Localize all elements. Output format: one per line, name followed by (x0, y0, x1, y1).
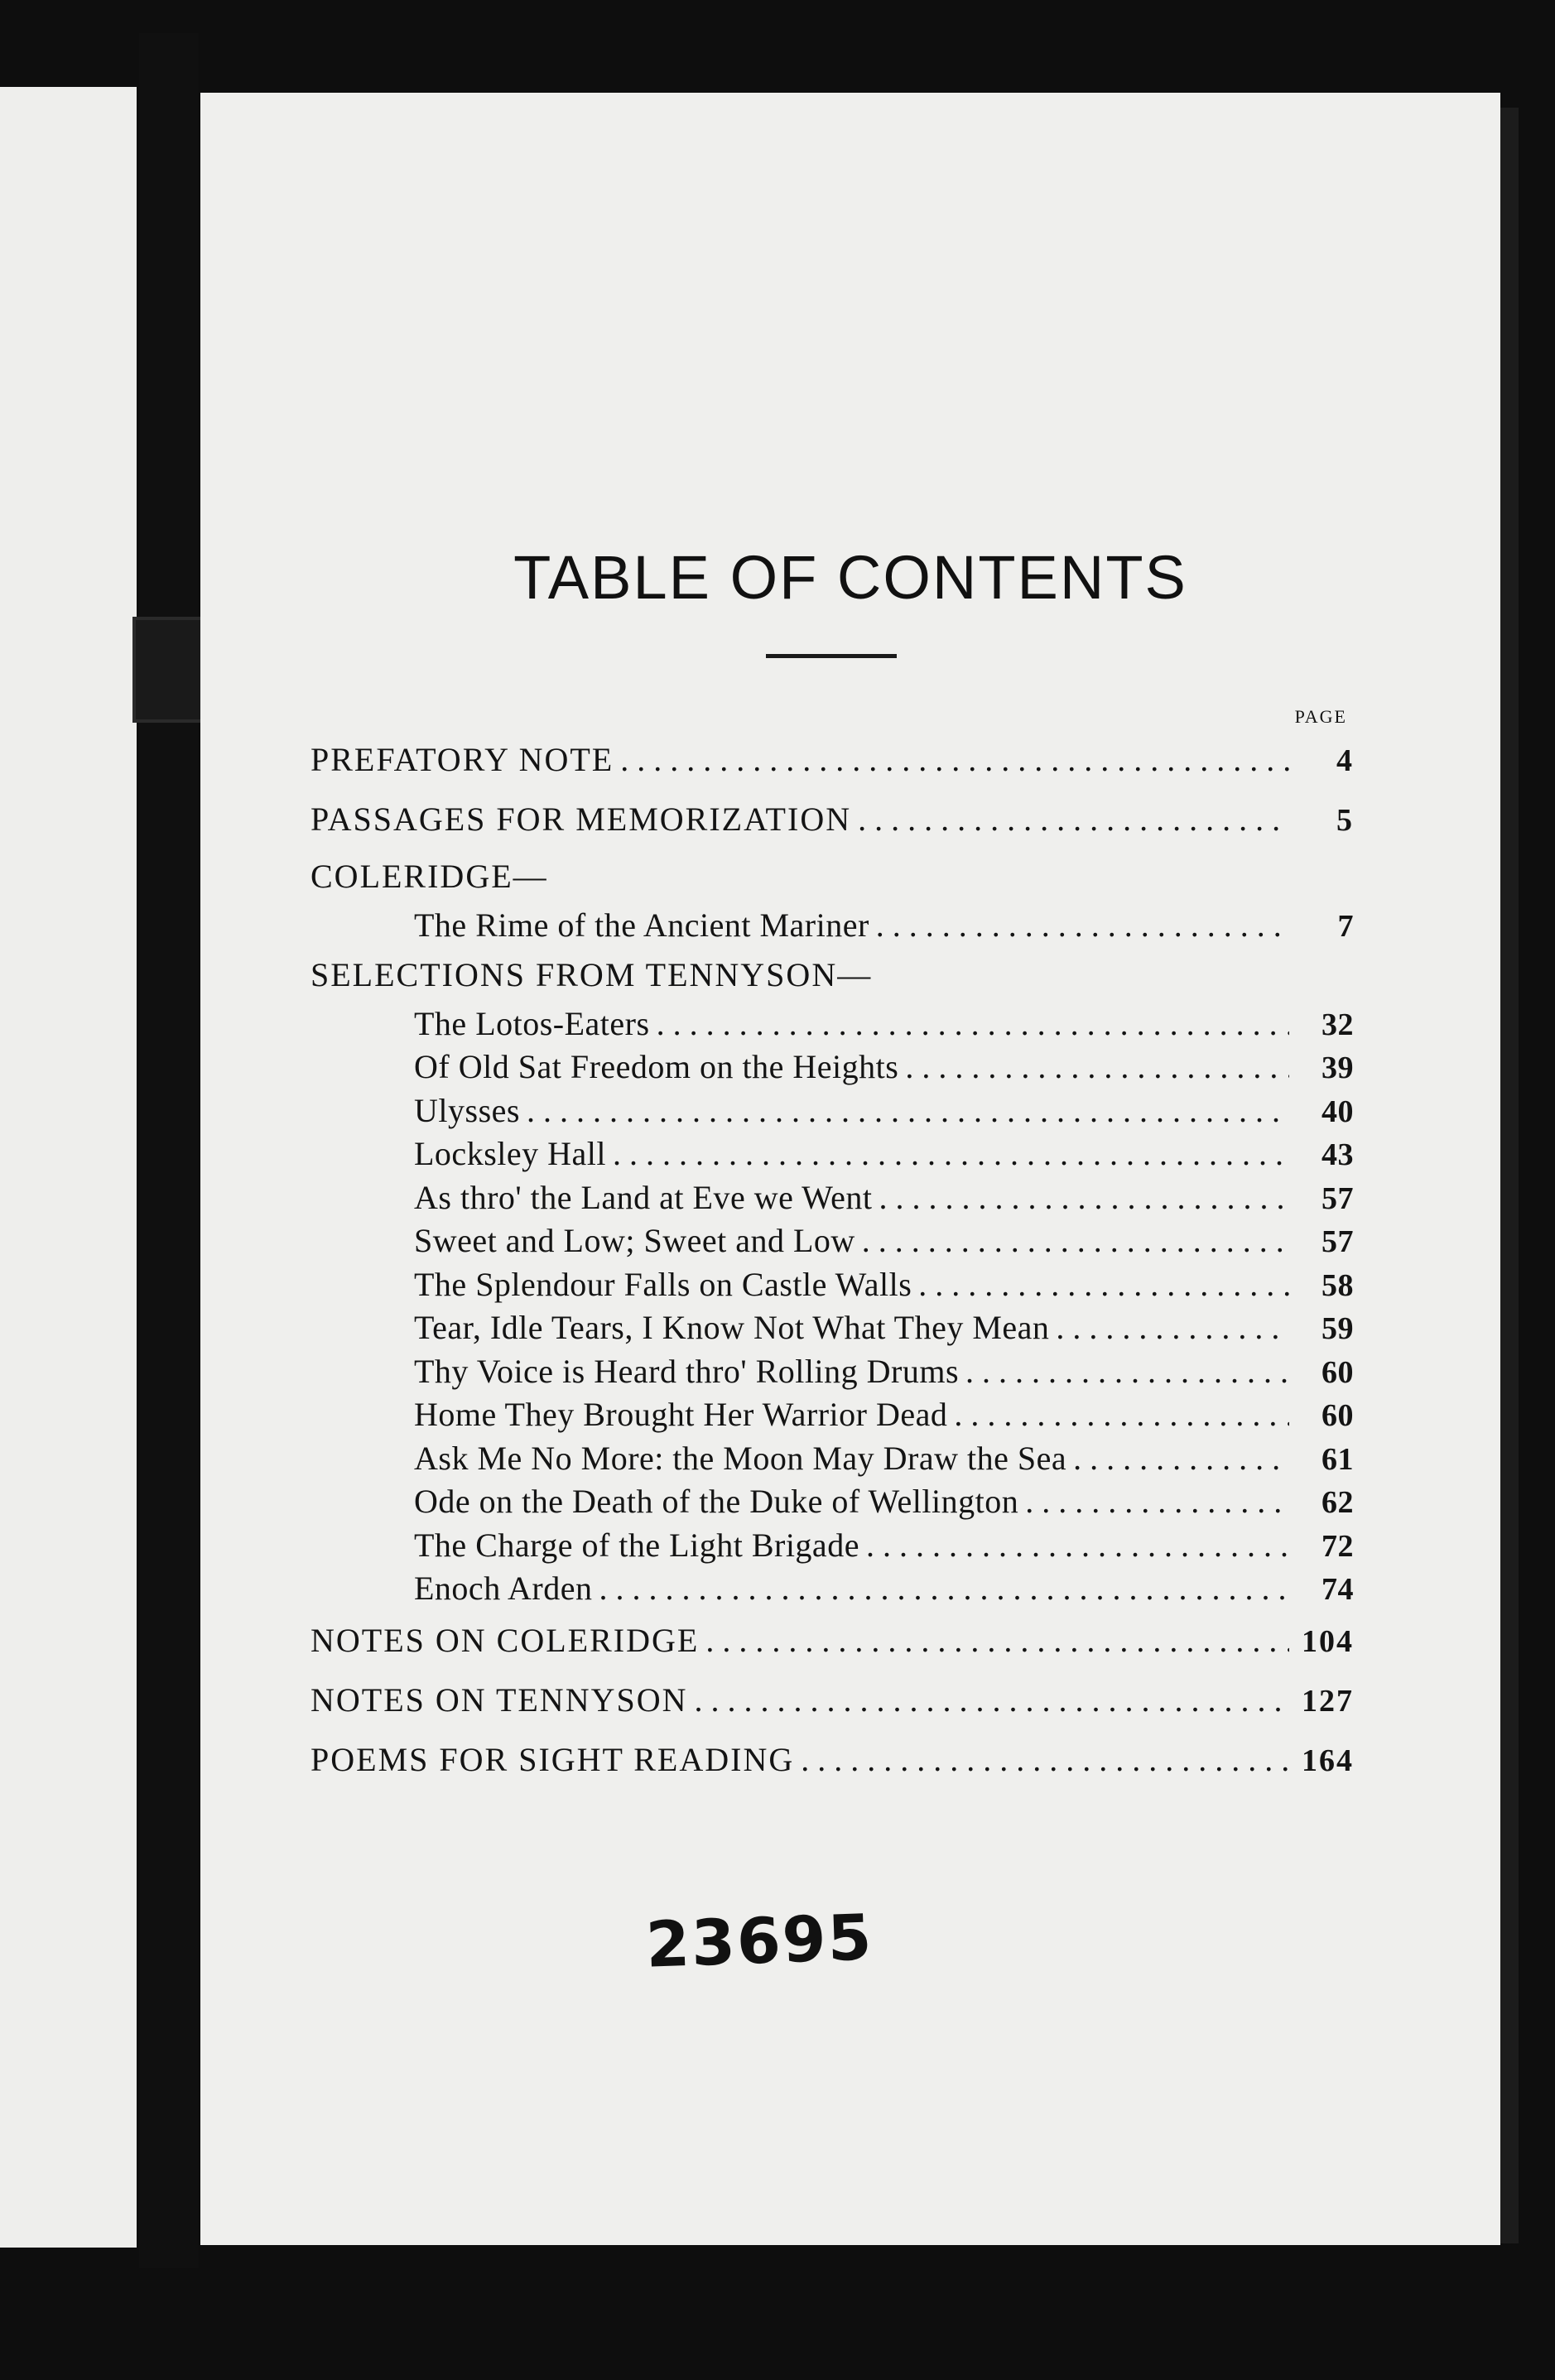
entry-label: PREFATORY NOTE (311, 741, 614, 778)
dot-leader (876, 904, 1289, 948)
entry-page-number: 74 (1322, 1572, 1354, 1607)
entry-page-number: 32 (1322, 1007, 1354, 1042)
book-binding (139, 33, 199, 2268)
entry-page-number: 5 (1336, 803, 1354, 838)
toc-entry-splendour-falls (311, 1263, 1354, 1307)
dot-leader (1073, 1437, 1289, 1481)
entry-label: Sweet and Low; Sweet and Low (414, 1222, 855, 1259)
page-shadow-edge (1500, 108, 1519, 2243)
entry-page-number: 104 (1302, 1623, 1354, 1659)
entry-label: POEMS FOR SIGHT READING (311, 1740, 795, 1778)
entry-label: Ulysses (414, 1091, 520, 1129)
toc-entry-light-brigade (311, 1524, 1354, 1568)
section-heading: COLERIDGE— (311, 858, 548, 895)
facing-page-edge (0, 87, 137, 2248)
entry-label: The Charge of the Light Brigade (414, 1526, 859, 1564)
entry-page-number: 60 (1322, 1398, 1354, 1433)
entry-label: The Splendour Falls on Castle Walls (414, 1265, 912, 1303)
dot-leader (705, 1611, 1289, 1671)
entry-page-number: 4 (1336, 743, 1354, 778)
toc-entry-sweet-and-low (311, 1219, 1354, 1263)
title-divider (766, 654, 897, 658)
entry-label: The Lotos-Eaters (414, 1004, 650, 1042)
entry-label: As thro' the Land at Eve we Went (414, 1178, 873, 1216)
dot-leader (527, 1089, 1289, 1133)
toc-entry-warrior-dead (311, 1393, 1354, 1437)
toc-heading-coleridge (311, 849, 1354, 904)
entry-page-number: 164 (1302, 1743, 1354, 1778)
entry-label: Thy Voice is Heard thro' Rolling Drums (414, 1352, 960, 1390)
toc-entry-idle-tears (311, 1306, 1354, 1350)
entry-page-number: 57 (1322, 1180, 1354, 1216)
dot-leader (965, 1350, 1289, 1394)
toc-entry-prefatory-note (311, 730, 1354, 790)
entry-page-number: 39 (1322, 1051, 1354, 1085)
entry-page-number: 43 (1322, 1137, 1354, 1172)
toc-entry-ulysses (311, 1089, 1354, 1133)
dot-leader (879, 1176, 1289, 1220)
entry-page-number: 61 (1322, 1441, 1354, 1477)
toc-heading-tennyson (311, 948, 1354, 1002)
toc-entry-passages (311, 790, 1354, 849)
entry-label: The Rime of the Ancient Mariner (414, 906, 869, 944)
dot-leader (862, 1219, 1289, 1263)
toc-entry-thro-the-land (311, 1176, 1354, 1220)
toc-entry-enoch-arden (311, 1567, 1354, 1611)
toc-entry-wellington (311, 1480, 1354, 1524)
handwritten-accession-number: 23695 (644, 1900, 874, 1982)
toc-entry-locksley-hall (311, 1132, 1354, 1176)
entry-label: NOTES ON TENNYSON (311, 1680, 688, 1719)
entry-page-number: 60 (1322, 1354, 1354, 1390)
entry-page-number: 40 (1322, 1094, 1354, 1129)
binding-clip (132, 617, 204, 723)
toc-entry-thy-voice (311, 1350, 1354, 1394)
dot-leader (866, 1524, 1289, 1568)
entry-label: Enoch Arden (414, 1570, 593, 1607)
dot-leader (620, 730, 1289, 790)
toc-entry-freedom (311, 1046, 1354, 1089)
dot-leader (918, 1263, 1289, 1307)
entry-label: Home They Brought Her Warrior Dead (414, 1396, 948, 1433)
entry-page-number: 57 (1322, 1224, 1354, 1259)
toc-entry-lotos-eaters (311, 1002, 1354, 1046)
entry-page-number: 127 (1302, 1683, 1354, 1719)
page-column-header: PAGE (1294, 706, 1347, 727)
page-title: TABLE OF CONTENTS (513, 543, 1187, 612)
dot-leader (801, 1730, 1289, 1790)
entry-label: Tear, Idle Tears, I Know Not What They Mean (414, 1309, 1050, 1346)
toc-entry-notes-tennyson (311, 1671, 1354, 1730)
toc-entry-sight-reading (311, 1730, 1354, 1790)
section-heading: SELECTIONS FROM TENNYSON— (311, 955, 873, 993)
entry-page-number: 72 (1322, 1528, 1354, 1564)
dot-leader (858, 790, 1289, 849)
dot-leader (599, 1567, 1289, 1611)
entry-label: Ode on the Death of the Duke of Wellington (414, 1483, 1019, 1520)
entry-page-number: 58 (1322, 1267, 1354, 1303)
dot-leader (694, 1671, 1289, 1730)
dot-leader (1025, 1480, 1289, 1524)
toc-entry-notes-coleridge (311, 1611, 1354, 1671)
entry-label: NOTES ON COLERIDGE (311, 1621, 700, 1659)
entry-page-number: 7 (1337, 909, 1354, 944)
table-of-contents (311, 704, 1354, 1790)
dot-leader (905, 1046, 1289, 1089)
entry-label: PASSAGES FOR MEMORIZATION (311, 801, 852, 838)
entry-page-number: 62 (1322, 1485, 1354, 1520)
dot-leader (954, 1393, 1289, 1437)
entry-page-number: 59 (1322, 1311, 1354, 1346)
dot-leader (613, 1132, 1289, 1176)
entry-label: Ask Me No More: the Moon May Draw the Sea (414, 1439, 1067, 1477)
dot-leader (657, 1002, 1289, 1046)
dot-leader (1056, 1306, 1289, 1350)
toc-entry-rime (311, 904, 1354, 948)
toc-entry-ask-me-no-more (311, 1437, 1354, 1481)
entry-label: Of Old Sat Freedom on the Heights (414, 1048, 899, 1085)
entry-label: Locksley Hall (414, 1135, 606, 1172)
